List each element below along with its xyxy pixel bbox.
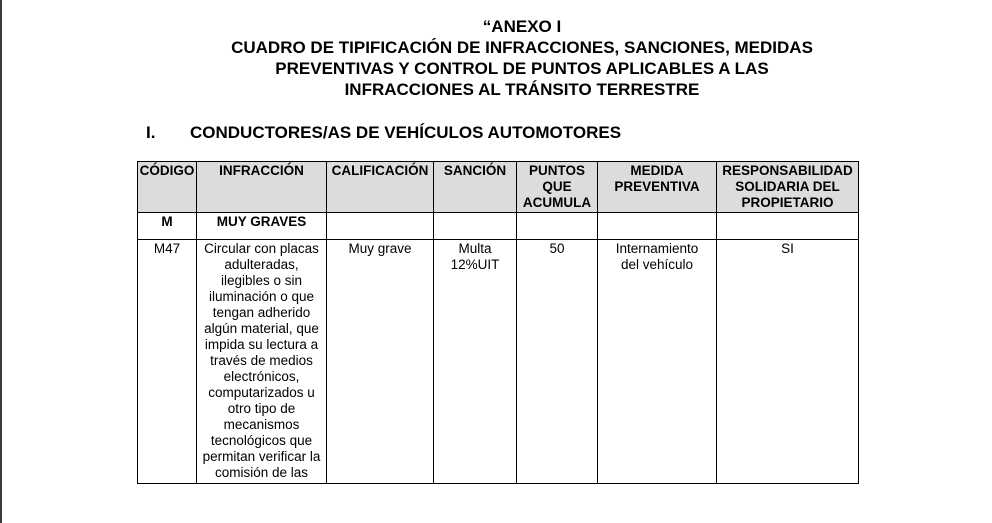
title-line-3: PREVENTIVAS Y CONTROL DE PUNTOS APLICABLES A LAS — [275, 59, 769, 78]
table-row — [138, 240, 859, 484]
cell-medida: Internamiento del vehículo — [598, 240, 717, 484]
header-medida: MEDIDA PREVENTIVA — [598, 162, 717, 213]
category-row — [138, 213, 859, 240]
cell-puntos: 50 — [517, 240, 598, 484]
cell-infraccion: Circular con placas adulteradas, ilegibles o sin iluminación o que tengan adherido algún material, que impida su lectura a través de medios electrónicos, computarizados u otro tipo de mecanismos tecnológicos que permitan verificar la comisión de las — [197, 240, 327, 484]
section-heading — [146, 122, 621, 144]
cell-responsabilidad: SI — [717, 240, 859, 484]
title-line-4: INFRACCIONES AL TRÁNSITO TERRESTRE — [344, 80, 700, 99]
category-code: M — [138, 213, 197, 240]
infractions-table — [137, 161, 859, 484]
title-line-1: “ANEXO I — [482, 17, 562, 36]
header-calificacion: CALIFICACIÓN — [327, 162, 434, 213]
section-number: I. — [146, 123, 156, 142]
title-line-2: CUADRO DE TIPIFICACIÓN DE INFRACCIONES, SANCIONES, MEDIDAS — [231, 38, 813, 57]
table-header-row — [138, 162, 859, 213]
cell-codigo: M47 — [138, 240, 197, 484]
document-title — [0, 16, 992, 100]
header-codigo: CÓDIGO — [138, 162, 197, 213]
cell-sancion: Multa 12%UIT — [434, 240, 517, 484]
header-sancion: SANCIÓN — [434, 162, 517, 213]
cell-calificacion: Muy grave — [327, 240, 434, 484]
section-title: CONDUCTORES/AS DE VEHÍCULOS AUTOMOTORES — [190, 123, 622, 142]
category-label: MUY GRAVES — [197, 213, 327, 240]
header-responsabilidad: RESPONSABILIDAD SOLIDARIA DEL PROPIETARIO — [717, 162, 859, 213]
header-puntos: PUNTOS QUE ACUMULA — [517, 162, 598, 213]
header-infraccion: INFRACCIÓN — [197, 162, 327, 213]
